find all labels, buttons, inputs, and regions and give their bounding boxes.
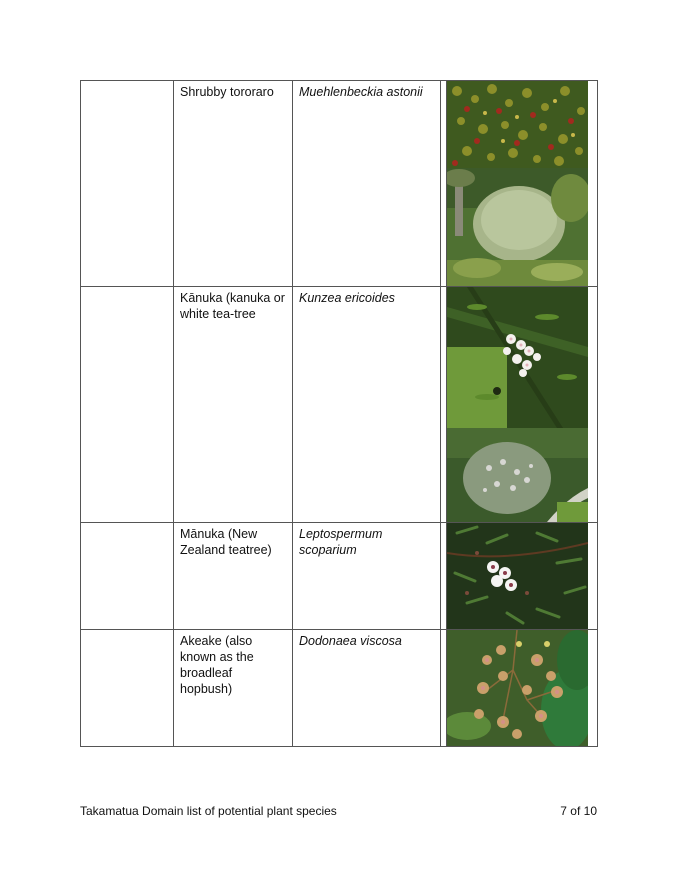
muehlenbeckia-shrub-photo	[447, 168, 588, 286]
muehlenbeckia-foliage-photo	[447, 81, 588, 168]
scientific-name: Muehlenbeckia astonii	[299, 85, 423, 99]
footer-page-number: 7 of 10	[560, 804, 597, 818]
photo-cell	[447, 287, 598, 523]
photo-cell	[447, 81, 598, 287]
kanuka-flowers-photo	[447, 287, 588, 428]
common-name: Akeake (also known as the broadleaf hopbush)	[180, 634, 254, 696]
empty-cell	[81, 81, 174, 287]
scientific-name-cell	[293, 287, 441, 523]
photo-cell	[447, 630, 598, 747]
common-name-cell	[174, 287, 293, 523]
scientific-name: Leptospermum scoparium	[299, 527, 383, 557]
scientific-name-cell	[293, 523, 441, 630]
common-name: Mānuka (New Zealand teatree)	[180, 527, 272, 557]
common-name-cell	[174, 630, 293, 747]
plant-species-table	[80, 80, 598, 747]
empty-cell	[81, 523, 174, 630]
empty-cell	[81, 287, 174, 523]
kanuka-shrub-photo	[447, 428, 588, 522]
manuka-flower-photo	[447, 523, 588, 629]
table-row	[81, 523, 598, 630]
table-row	[81, 81, 598, 287]
akeake-seed-capsules-photo	[447, 630, 588, 746]
empty-cell	[81, 630, 174, 747]
scientific-name-cell	[293, 630, 441, 747]
common-name-cell	[174, 523, 293, 630]
common-name-cell	[174, 81, 293, 287]
scientific-name-cell	[293, 81, 441, 287]
common-name: Kānuka (kanuka or white tea-tree	[180, 291, 285, 321]
scientific-name: Kunzea ericoides	[299, 291, 395, 305]
table-row	[81, 630, 598, 747]
footer-document-title: Takamatua Domain list of potential plant species	[80, 804, 337, 818]
photo-cell	[447, 523, 598, 630]
scientific-name: Dodonaea viscosa	[299, 634, 402, 648]
table-row	[81, 287, 598, 523]
common-name: Shrubby tororaro	[180, 85, 274, 99]
